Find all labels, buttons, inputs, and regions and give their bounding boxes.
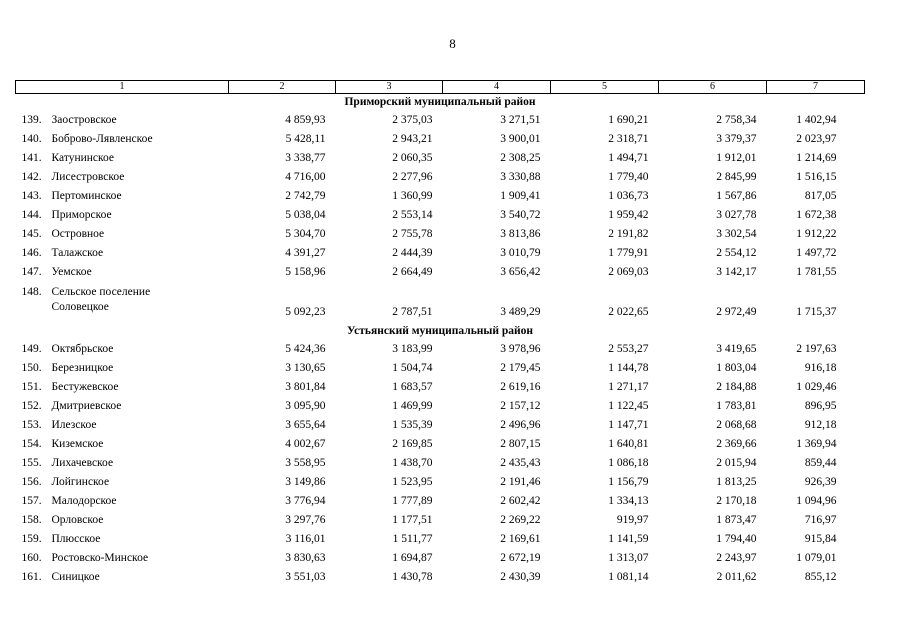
row-number: 153. — [21, 419, 42, 431]
settlement-name: Малодорское — [51, 495, 117, 507]
value-cell: 5 038,04 — [285, 209, 326, 221]
settlement-name: Киземское — [51, 438, 104, 450]
settlement-name: Островное — [51, 228, 105, 240]
value-cell: 1 715,37 — [796, 306, 837, 318]
settlement-name: Березницкое — [51, 362, 114, 374]
settlement-name: Плюсское — [51, 533, 101, 545]
section-row — [16, 94, 865, 112]
settlement-cell — [16, 168, 229, 187]
section-row — [16, 323, 865, 340]
settlement-cell — [16, 492, 229, 511]
section-title: Устьянский муниципальный район — [346, 325, 534, 337]
value-cell: 3 551,03 — [285, 571, 326, 583]
value-cell: 3 379,37 — [716, 133, 757, 145]
value-cell: 2 277,96 — [392, 171, 433, 183]
value-cell: 3 801,84 — [285, 381, 326, 393]
table-row — [16, 225, 865, 244]
settlement-name: Сельское поселение — [51, 286, 151, 298]
settlement-name: Талажское — [51, 247, 104, 259]
table-row — [16, 511, 865, 530]
settlement-cell — [16, 206, 229, 225]
value-cell: 1 694,87 — [392, 552, 433, 564]
value-cell: 2 011,62 — [716, 571, 757, 583]
value-cell: 855,12 — [804, 571, 837, 583]
value-cell: 912,18 — [804, 419, 837, 431]
value-cell: 1 177,51 — [392, 514, 433, 526]
settlement-cell — [16, 530, 229, 549]
value-cell: 2 184,88 — [716, 381, 757, 393]
value-cell: 3 130,65 — [285, 362, 326, 374]
settlement-name: Синицкое — [51, 571, 100, 583]
value-cell: 2 243,97 — [716, 552, 757, 564]
settlement-cell — [16, 149, 229, 168]
value-cell: 2 430,39 — [500, 571, 541, 583]
value-cell: 915,84 — [804, 533, 837, 545]
value-cell: 2 375,03 — [392, 114, 433, 126]
value-cell: 2 972,49 — [716, 306, 757, 318]
row-number: 149. — [21, 343, 42, 355]
value-cell: 1 141,59 — [608, 533, 649, 545]
value-cell: 2 269,22 — [500, 514, 541, 526]
settlement-cell — [16, 511, 229, 530]
row-number: 147. — [21, 266, 42, 278]
value-cell: 1 402,94 — [796, 114, 837, 126]
value-cell: 2 435,43 — [500, 457, 541, 469]
column-header: 1 — [16, 81, 229, 94]
value-cell: 2 169,61 — [500, 533, 541, 545]
value-cell: 1 438,70 — [392, 457, 433, 469]
value-cell: 3 302,54 — [716, 228, 757, 240]
row-number: 161. — [21, 571, 42, 583]
value-cell: 3 558,95 — [285, 457, 326, 469]
value-cell: 1 511,77 — [392, 533, 433, 545]
table-row — [16, 416, 865, 435]
value-cell: 2 672,19 — [500, 552, 541, 564]
value-cell: 4 716,00 — [285, 171, 326, 183]
settlement-cell — [16, 111, 229, 130]
value-cell: 2 179,45 — [500, 362, 541, 374]
value-cell: 2 015,94 — [716, 457, 757, 469]
value-cell: 3 027,78 — [716, 209, 757, 221]
settlement-name: Боброво-Лявленское — [51, 133, 153, 145]
row-number: 143. — [21, 190, 42, 202]
value-cell: 2 845,99 — [716, 171, 757, 183]
value-cell: 1 535,39 — [392, 419, 433, 431]
settlement-cell — [16, 225, 229, 244]
value-cell: 3 095,90 — [285, 400, 326, 412]
value-cell: 3 656,42 — [500, 266, 541, 278]
column-header: 7 — [767, 81, 865, 94]
row-number: 154. — [21, 438, 42, 450]
value-cell: 3 540,72 — [500, 209, 541, 221]
row-number: 152. — [21, 400, 42, 412]
value-cell: 896,95 — [804, 400, 837, 412]
value-cell: 2 755,78 — [392, 228, 433, 240]
value-cell: 1 036,73 — [608, 190, 649, 202]
table-row — [16, 130, 865, 149]
settlement-name: Лисестровское — [51, 171, 125, 183]
value-cell: 1 094,96 — [796, 495, 837, 507]
row-number: 157. — [21, 495, 42, 507]
value-cell: 3 419,65 — [716, 343, 757, 355]
settlement-name: Пертоминское — [51, 190, 122, 202]
settlement-name-line2: Соловецкое — [51, 301, 109, 313]
data-table — [15, 80, 865, 587]
row-number: 151. — [21, 381, 42, 393]
value-cell: 1 683,57 — [392, 381, 433, 393]
value-cell: 2 318,71 — [608, 133, 649, 145]
settlement-cell — [16, 130, 229, 149]
value-cell: 4 002,67 — [285, 438, 326, 450]
value-cell: 5 304,70 — [285, 228, 326, 240]
section-title: Приморский муниципальный район — [344, 96, 536, 108]
table-row — [16, 435, 865, 454]
value-cell: 1 147,71 — [608, 419, 649, 431]
row-number: 145. — [21, 228, 42, 240]
value-cell: 1 523,95 — [392, 476, 433, 488]
table-row — [16, 263, 865, 282]
column-header: 5 — [551, 81, 659, 94]
value-cell: 1 909,41 — [500, 190, 541, 202]
table-row — [16, 206, 865, 225]
value-cell: 916,18 — [804, 362, 837, 374]
value-cell: 1 516,15 — [796, 171, 837, 183]
value-cell: 3 489,29 — [500, 306, 541, 318]
settlement-cell — [16, 416, 229, 435]
settlement-cell — [16, 397, 229, 416]
row-number: 139. — [21, 114, 42, 126]
value-cell: 2 553,27 — [608, 343, 649, 355]
value-cell: 3 183,99 — [392, 343, 433, 355]
table-row — [16, 378, 865, 397]
value-cell: 1 794,40 — [716, 533, 757, 545]
settlement-name: Дмитриевское — [51, 400, 122, 412]
value-cell: 716,97 — [804, 514, 837, 526]
row-number: 160. — [21, 552, 42, 564]
value-cell: 2 157,12 — [500, 400, 541, 412]
table-row — [16, 549, 865, 568]
settlement-name: Уемское — [51, 266, 92, 278]
column-header: 3 — [336, 81, 443, 94]
value-cell: 1 494,71 — [608, 152, 649, 164]
settlement-name: Илезское — [51, 419, 97, 431]
settlement-name: Лихачевское — [51, 457, 114, 469]
value-cell: 3 978,96 — [500, 343, 541, 355]
value-cell: 2 191,82 — [608, 228, 649, 240]
value-cell: 5 424,36 — [285, 343, 326, 355]
value-cell: 3 900,01 — [500, 133, 541, 145]
value-cell: 1 779,91 — [608, 247, 649, 259]
value-cell: 2 742,79 — [285, 190, 326, 202]
value-cell: 2 602,42 — [500, 495, 541, 507]
value-cell: 1 086,18 — [608, 457, 649, 469]
settlement-cell — [16, 187, 229, 206]
row-number: 159. — [21, 533, 42, 545]
value-cell: 1 912,01 — [716, 152, 757, 164]
value-cell: 2 170,18 — [716, 495, 757, 507]
value-cell: 1 029,46 — [796, 381, 837, 393]
value-cell: 1 813,25 — [716, 476, 757, 488]
value-cell: 2 619,16 — [500, 381, 541, 393]
settlement-cell — [16, 359, 229, 378]
value-cell: 1 214,69 — [796, 152, 837, 164]
value-cell: 1 497,72 — [796, 247, 837, 259]
value-cell: 2 069,03 — [608, 266, 649, 278]
value-cell: 2 554,12 — [716, 247, 757, 259]
value-cell: 1 334,13 — [608, 495, 649, 507]
settlement-name: Ростовско-Минское — [51, 552, 149, 564]
settlement-cell — [16, 378, 229, 397]
table-row — [16, 244, 865, 263]
value-cell: 1 271,17 — [608, 381, 649, 393]
value-cell: 5 158,96 — [285, 266, 326, 278]
table-row — [16, 168, 865, 187]
value-cell: 1 430,78 — [392, 571, 433, 583]
settlement-cell — [16, 473, 229, 492]
table-row — [16, 492, 865, 511]
table-row — [16, 359, 865, 378]
value-cell: 919,97 — [616, 514, 649, 526]
value-cell: 3 142,17 — [716, 266, 757, 278]
value-cell: 1 313,07 — [608, 552, 649, 564]
table-row — [16, 149, 865, 168]
value-cell: 3 149,86 — [285, 476, 326, 488]
table-row — [16, 187, 865, 206]
settlement-cell — [16, 263, 229, 282]
value-cell: 817,05 — [804, 190, 837, 202]
settlement-cell — [16, 282, 229, 323]
value-cell: 1 783,81 — [716, 400, 757, 412]
value-cell: 3 776,94 — [285, 495, 326, 507]
value-cell: 3 338,77 — [285, 152, 326, 164]
table-row — [16, 568, 865, 587]
column-header: 2 — [229, 81, 336, 94]
settlement-cell — [16, 244, 229, 263]
table-body — [16, 94, 865, 588]
value-cell: 1 144,78 — [608, 362, 649, 374]
value-cell: 2 068,68 — [716, 419, 757, 431]
settlement-name: Лойгинское — [51, 476, 110, 488]
value-cell: 5 428,11 — [285, 133, 326, 145]
value-cell: 1 803,04 — [716, 362, 757, 374]
value-cell: 859,44 — [804, 457, 837, 469]
value-cell: 2 787,51 — [392, 306, 433, 318]
value-cell: 3 116,01 — [285, 533, 326, 545]
column-header: 4 — [443, 81, 551, 94]
value-cell: 1 640,81 — [608, 438, 649, 450]
row-number: 158. — [21, 514, 42, 526]
settlement-name: Приморское — [51, 209, 112, 221]
row-number: 155. — [21, 457, 42, 469]
table-header — [16, 81, 865, 94]
value-cell: 2 060,35 — [392, 152, 433, 164]
table-row — [16, 397, 865, 416]
value-cell: 2 308,25 — [500, 152, 541, 164]
row-number: 141. — [21, 152, 42, 164]
settlement-name: Бестужевское — [51, 381, 119, 393]
value-cell: 2 943,21 — [392, 133, 433, 145]
value-cell: 4 859,93 — [285, 114, 326, 126]
value-cell: 1 156,79 — [608, 476, 649, 488]
row-number: 156. — [21, 476, 42, 488]
row-number: 144. — [21, 209, 42, 221]
value-cell: 926,39 — [804, 476, 837, 488]
settlement-cell — [16, 549, 229, 568]
page-number: 8 — [449, 36, 456, 51]
value-cell: 1 504,74 — [392, 362, 433, 374]
value-cell: 1 690,21 — [608, 114, 649, 126]
table-row — [16, 282, 865, 323]
settlement-cell — [16, 435, 229, 454]
value-cell: 5 092,23 — [285, 306, 326, 318]
value-cell: 4 391,27 — [285, 247, 326, 259]
value-cell: 2 022,65 — [608, 306, 649, 318]
value-cell: 2 758,34 — [716, 114, 757, 126]
value-cell: 3 271,51 — [500, 114, 541, 126]
value-cell: 1 912,22 — [796, 228, 837, 240]
value-cell: 1 079,01 — [796, 552, 837, 564]
value-cell: 1 873,47 — [716, 514, 757, 526]
value-cell: 1 779,40 — [608, 171, 649, 183]
table-row — [16, 340, 865, 359]
value-cell: 1 122,45 — [608, 400, 649, 412]
value-cell: 2 664,49 — [392, 266, 433, 278]
value-cell: 1 959,42 — [608, 209, 649, 221]
value-cell: 2 444,39 — [392, 247, 433, 259]
value-cell: 1 360,99 — [392, 190, 433, 202]
value-cell: 1 672,38 — [796, 209, 837, 221]
value-cell: 1 781,55 — [796, 266, 837, 278]
value-cell: 2 369,66 — [716, 438, 757, 450]
table-row — [16, 111, 865, 130]
value-cell: 3 655,64 — [285, 419, 326, 431]
column-header: 6 — [659, 81, 767, 94]
row-number: 142. — [21, 171, 42, 183]
value-cell: 2 807,15 — [500, 438, 541, 450]
value-cell: 3 330,88 — [500, 171, 541, 183]
value-cell: 1 567,86 — [716, 190, 757, 202]
row-number: 140. — [21, 133, 42, 145]
value-cell: 2 023,97 — [796, 133, 837, 145]
value-cell: 2 496,96 — [500, 419, 541, 431]
settlement-name: Катунинское — [51, 152, 115, 164]
settlement-name: Заостровское — [51, 114, 117, 126]
table-row — [16, 473, 865, 492]
value-cell: 2 553,14 — [392, 209, 433, 221]
settlement-cell — [16, 454, 229, 473]
value-cell: 3 830,63 — [285, 552, 326, 564]
table-row — [16, 530, 865, 549]
value-cell: 1 469,99 — [392, 400, 433, 412]
row-number: 148. — [21, 286, 42, 298]
value-cell: 2 169,85 — [392, 438, 433, 450]
row-number: 146. — [21, 247, 42, 259]
value-cell: 3 297,76 — [285, 514, 326, 526]
value-cell: 2 191,46 — [500, 476, 541, 488]
settlement-name: Октябрьское — [51, 343, 114, 355]
value-cell: 3 010,79 — [500, 247, 541, 259]
table-row — [16, 454, 865, 473]
value-cell: 1 777,89 — [392, 495, 433, 507]
value-cell: 1 081,14 — [608, 571, 649, 583]
value-cell: 2 197,63 — [796, 343, 837, 355]
value-cell: 1 369,94 — [796, 438, 837, 450]
row-number: 150. — [21, 362, 42, 374]
settlement-cell — [16, 568, 229, 587]
settlement-cell — [16, 340, 229, 359]
value-cell: 3 813,86 — [500, 228, 541, 240]
settlement-name: Орловское — [51, 514, 104, 526]
